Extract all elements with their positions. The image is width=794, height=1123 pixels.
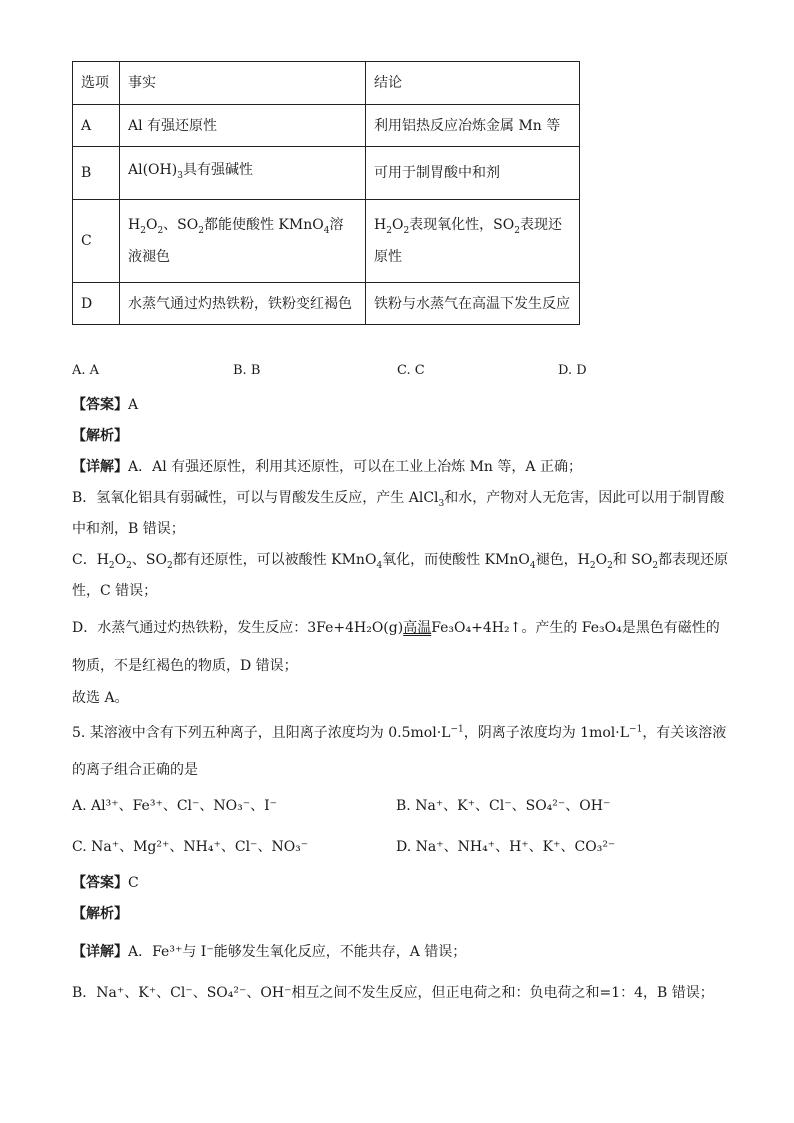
q4-detail-d2: 物质，不是红褐色的物质，D 错误； [72, 658, 298, 674]
table-row [73, 283, 580, 325]
q4-conclusion: 故选 A。 [72, 690, 129, 706]
q4-option-a: A. A [72, 363, 100, 378]
q4-analysis-tag: 【解析】 [72, 428, 128, 444]
q5-option-b: B. Na⁺、K⁺、Cl⁻、SO₄²⁻、OH⁻ [396, 798, 611, 814]
q5-stem-line2: 的离子组合正确的是 [72, 762, 198, 778]
q5-detail-a: 【详解】A．Fe³⁺与 I⁻能够发生氧化反应，不能共存，A 错误； [72, 944, 467, 960]
header-fact: 事实 [120, 62, 366, 105]
q4-option-d: D. D [558, 363, 587, 378]
table-header-row [73, 62, 580, 105]
row-option: B [73, 147, 120, 200]
q4-detail-b1: B．氢氧化铝具有弱碱性，可以与胃酸发生反应，产生 AlCl$_3$和水，产物对人无危害，因此可以用于制胃酸 [72, 490, 725, 509]
row-conclusion: 铁粉与水蒸气在高温下发生反应 [366, 283, 580, 325]
q4-answer: 【答案】A [72, 397, 139, 413]
q4-option-b: B. B [233, 363, 261, 378]
row-fact: 水蒸气通过灼热铁粉，铁粉变红褐色 [120, 283, 366, 325]
q5-analysis-tag: 【解析】 [72, 906, 128, 922]
q5-detail-b: B．Na⁺、K⁺、Cl⁻、SO₄²⁻、OH⁻相互之间不发生反应，但正电荷之和：负电荷之和=1：4，B 错误； [72, 985, 714, 1001]
q5-stem-line1: 5. 某溶液中含有下列五种离子，且阳离子浓度均为 $0.5mol\cdot L^{-1}$，阴离子浓度均为 $1mol\cdot L^{-1}$，有关该溶液 [72, 724, 727, 741]
q5-option-d: D. Na⁺、NH₄⁺、H⁺、K⁺、CO₃²⁻ [396, 839, 616, 855]
row-conclusion: 可用于制胃酸中和剂 [366, 147, 580, 200]
q4-detail-c1: C．$H_2O_2$、$SO_2$都有还原性，可以被酸性 KMnO$_4$氧化，而使酸性 KMnO$_4$褪色，$H_2O_2$和 $SO_2$都表现还原 [72, 552, 729, 571]
row-option: C [73, 200, 120, 283]
q4-detail-d1: D．水蒸气通过灼热铁粉，发生反应：3Fe+4H₂O(g)高温Fe₃O₄+4H₂↑。产生的 Fe₃O₄是黑色有磁性的 [72, 620, 720, 636]
q4-detail-c2: 性，C 错误； [72, 583, 158, 599]
q4-detail-b2: 中和剂，B 错误； [72, 521, 185, 537]
q5-option-a: A. Al³⁺、Fe³⁺、Cl⁻、NO₃⁻、I⁻ [72, 798, 278, 814]
header-conclusion: 结论 [366, 62, 580, 105]
row-option: A [73, 105, 120, 147]
q4-option-c: C. C [397, 363, 425, 378]
table-row [73, 200, 580, 283]
row-conclusion: 利用铝热反应冶炼金属 Mn 等 [366, 105, 580, 147]
q4-detail-a: 【详解】A．Al 有强还原性，利用其还原性，可以在工业上冶炼 Mn 等，A 正确； [72, 459, 582, 475]
row-option: D [73, 283, 120, 325]
question-table [72, 61, 580, 325]
row-fact: Al 有强还原性 [120, 105, 366, 147]
header-option: 选项 [73, 62, 120, 105]
row-fact: $H_2O_2$、$SO_2$都能使酸性 KMnO$_4$溶 液褪色 [120, 200, 366, 283]
row-fact: $Al(OH)_3$具有强碱性 [120, 147, 366, 200]
row-conclusion: $H_2O_2$表现氧化性，$SO_2$表现还 原性 [366, 200, 580, 283]
q5-answer: 【答案】C [72, 875, 139, 891]
table-row [73, 147, 580, 200]
table-row [73, 105, 580, 147]
q5-option-c: C. Na⁺、Mg²⁺、NH₄⁺、Cl⁻、NO₃⁻ [72, 839, 309, 855]
